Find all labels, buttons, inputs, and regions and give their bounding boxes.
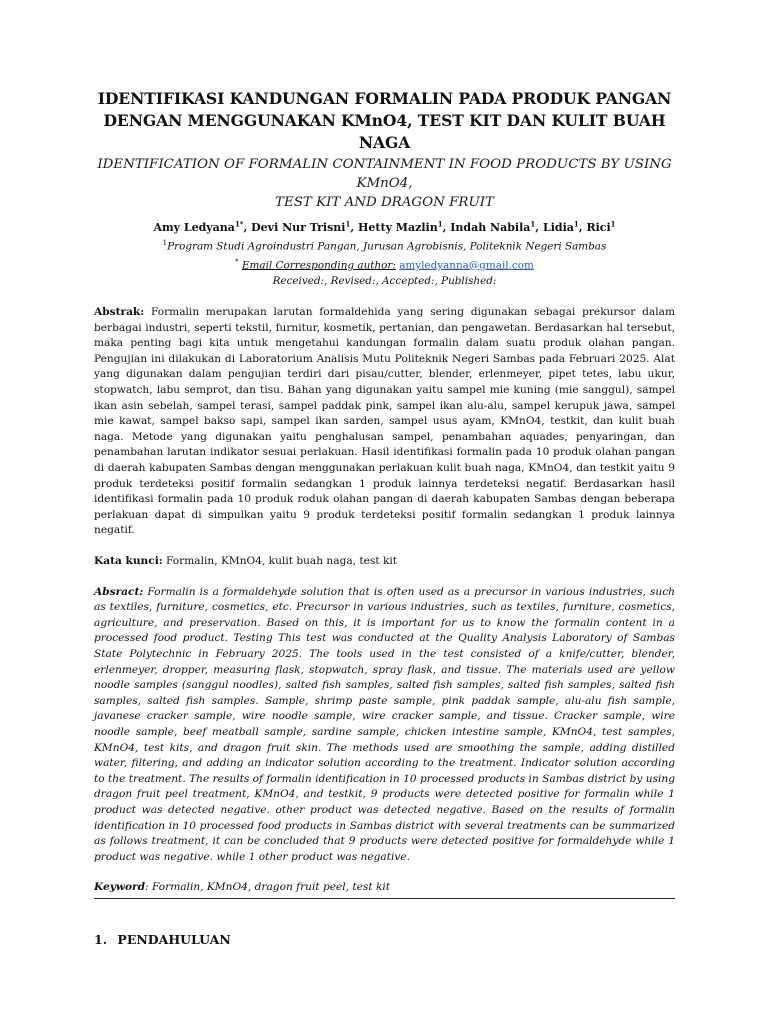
abstract-indonesian bbox=[94, 305, 675, 539]
paper-page bbox=[94, 88, 675, 949]
keywords-indonesian bbox=[94, 554, 675, 570]
abstract-en-text: Formalin is a formaldehyde solution that is often used as a precursor in various industries, such as textiles, furniture, cosmetics, etc. Precursor in various industries, such as textiles, furniture, cosmetics, agriculture, and preservation. Based on this, it is important for us to know the formalin content in a processed food product. Testing This test was conducted at the Quality Analysis Laboratory of Sambas State Polytechnic in February 2025. The tools used in the test consisted of a knife/cutter, blender, erlenmeyer, dropper, measuring flask, stopwatch, spray flask, and tissue. The materials used are yellow noodle samples (sanggul noodles), salted fish samples, salted fish samples, salted fish samples, salted fish samples, salted fish samples. Sample, shrimp paste sample, pink paddak sample, alu-alu fish sample, javanese cracker sample, wire noodle sample, wire cracker sample, and tissue. Cracker sample, wire noodle sample, beef meatball sample, sardine sample, chicken intestine sample, KMnO4, test samples, KMnO4, test kits, and dragon fruit skin. The methods used are smoothing the sample, adding distilled water, filtering, and adding an indicator solution according to the treatment. Indicator solution according to the treatment. The results of formalin identification in 10 processed products in Sambas district by using dragon fruit peel treatment, KMnO4, and testkit, 9 products were detected positive for formalin while 1 product was detected negative. other product was detected negative. Based on the results of formalin identification in 10 processed food products in Sambas district with several treatments can be summarized as follows treatment, it can be concluded that 9 products were detected positive for formaldehyde while 1 product was negative. while 1 other product was negative. bbox=[94, 585, 675, 863]
author: Lidia$^1$, bbox=[542, 219, 587, 234]
author: Amy Ledyana$^{1*}$, bbox=[153, 219, 252, 234]
submission-dates: Received:, Revised:, Accepted:, Published: bbox=[272, 274, 497, 287]
keywords-label: Kata kunci: bbox=[94, 555, 163, 567]
author-affiliation: $^1$Program Studi Agroindustri Pangan, Jurusan Agrobisnis, Politeknik Negeri Sambas bbox=[162, 238, 607, 253]
paper-title-english bbox=[94, 155, 675, 212]
paper-title-indonesian bbox=[94, 88, 675, 154]
section-title: PENDAHULUAN bbox=[117, 931, 231, 947]
keywords-text: Formalin, KMnO4, kulit buah naga, test kit bbox=[166, 555, 398, 567]
title-en-line-1: IDENTIFICATION OF FORMALIN CONTAINMENT IN FOOD PRODUCTS BY USING KMnO4, bbox=[97, 157, 672, 191]
author-list bbox=[94, 216, 675, 236]
corresponding-author: * Email Corresponding author: amyledyanna@gmail.com bbox=[235, 257, 534, 272]
keywords-english bbox=[94, 880, 675, 899]
abstract-english bbox=[94, 585, 675, 866]
author: Hetty Mazlin$^1$, bbox=[358, 219, 451, 234]
title-en-line-2: TEST KIT AND DRAGON FRUIT bbox=[275, 195, 494, 210]
section-number: 1. bbox=[94, 931, 108, 947]
author-email-link[interactable]: amyledyanna@gmail.com bbox=[399, 259, 534, 272]
title-line-1: IDENTIFIKASI KANDUNGAN FORMALIN PADA PRODUK PANGAN bbox=[97, 89, 672, 108]
title-line-2: DENGAN MENGGUNAKAN KMnO4, TEST KIT DAN KULIT BUAH NAGA bbox=[103, 111, 666, 152]
abstract-en-label: Absract: bbox=[94, 585, 144, 598]
keywords-en-text: : Formalin, KMnO4, dragon fruit peel, test kit bbox=[145, 881, 391, 894]
corresponding-label: Email Corresponding author: bbox=[241, 259, 396, 272]
abstract-text: Formalin merupakan larutan formaldehida yang sering digunakan sebagai prekursor dalam berbagai industri, seperti tekstil, furnitur, kosmetik, pertanian, dan pengawetan. Berdasarkan hal tersebut, maka penting bagi kita untuk mengetahui kandungan formalin dalam suatu produk olahan pangan. Pengujian ini dilakukan di Laboratorium Analisis Mutu Politeknik Negeri Sambas pada Februari 2025. Alat yang digunakan dalam pengujian terdiri dari pisau/cutter, blender, erlenmeyer, pipet tetes, labu ukur, stopwatch, labu semprot, dan tisu. Bahan yang digunakan yaitu sampel mie kuning (mie sanggul), sampel ikan asin sebelah, sampel terasi, sampel paddak pink, sampel ikan alu-alu, sampel kerupuk jawa, sampel mie kawat, sampel bakso sapi, sampel ikan sarden, sampel usus ayam, KMnO4, testkit, dan kulit buah naga. Metode yang digunakan yaitu penghalusan sampel, penambahan aquades, penyaringan, dan penambahan larutan indikator sesuai perlakuan. Hasil identifikasi formalin pada 10 produk olahan pangan di daerah kabupaten Sambas dengan menggunakan perlakuan kulit buah naga, KMnO4, dan testkit yaitu 9 produk terdeteksi positif formalin sedangkan 1 produk lainnya terdeteksi negatif. Berdasarkan hasil identifikasi formalin pada 10 produk roduk olahan pangan di daerah kabupaten Sambas dengan beberapa perlakuan dapat di simpulkan yaitu 9 produk terdeteksi positif formalin sedangkan 1 produk lainnya negatif. bbox=[94, 306, 675, 537]
keywords-en-label: Keyword bbox=[94, 881, 146, 894]
author: Devi Nur Trisni$^1$, bbox=[251, 219, 359, 234]
section-heading bbox=[94, 931, 675, 949]
author: Rici$^1$ bbox=[586, 219, 616, 234]
author: Indah Nabila$^1$, bbox=[450, 219, 543, 234]
abstract-label: Abstrak: bbox=[94, 306, 145, 319]
